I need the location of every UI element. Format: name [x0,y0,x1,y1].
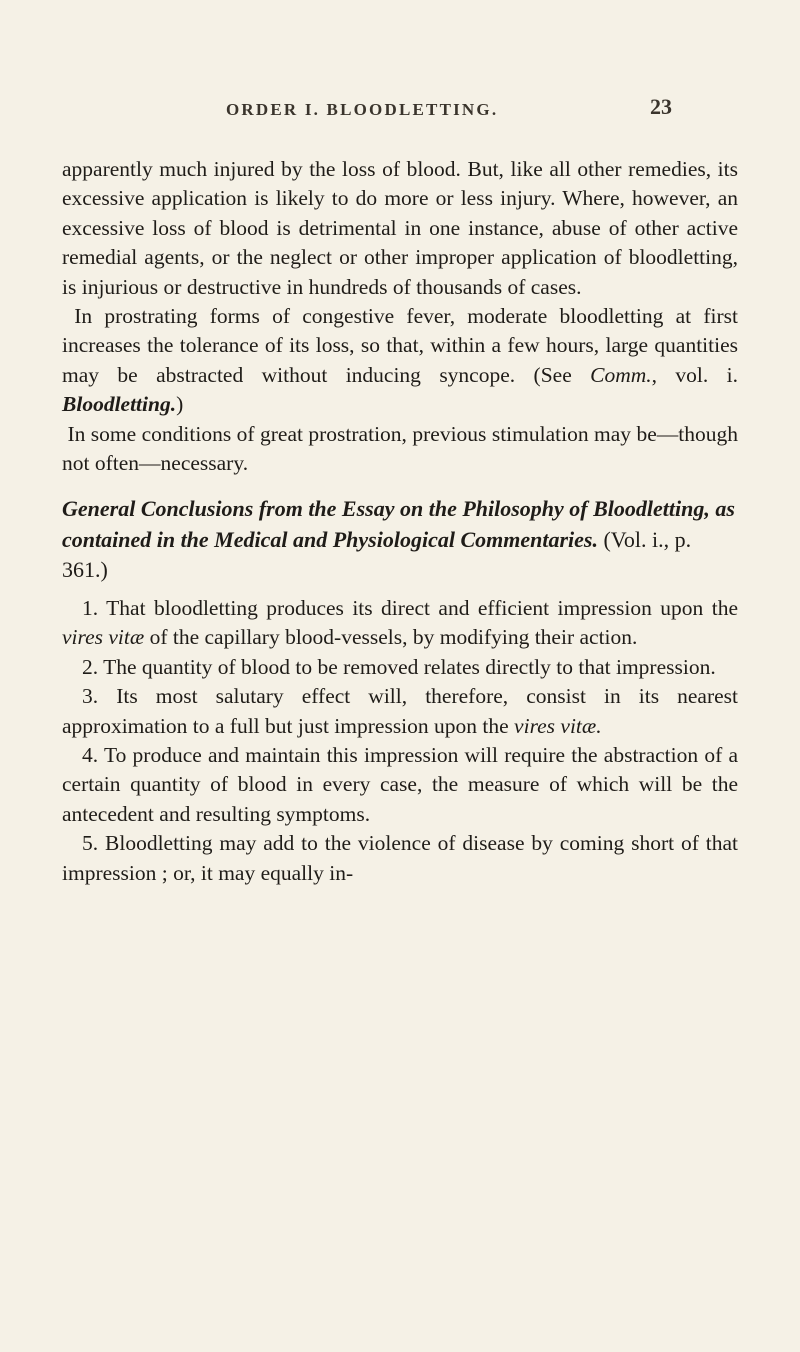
paragraph-2-italic-bloodletting: Bloodletting. [62,392,177,417]
body-text [62,155,738,888]
item-number: 5. [82,831,99,856]
item-italic: vires vitæ [62,625,145,650]
section-heading-title: General Conclusions from the Essay on the Philosophy of Bloodletting, as contained in the Medical and Physiological Commentaries. [62,496,735,552]
numbered-item-4 [62,741,738,829]
paragraph-2-text-c: ) [176,392,184,417]
item-text: Its most salutary effect will, therefore, consist in its nearest approximation to a full but just impression upon the [62,684,739,738]
numbered-item-3 [62,682,738,741]
numbered-item-1 [62,594,738,653]
paragraph-3 [62,420,738,479]
paragraph-2-text-b: , vol. i. [651,362,738,387]
paragraph-2-text: In prostrating forms of congestive fever, moderate bloodletting at first increases the tolerance of its loss, so that, within a few hours, large quantities may be abstracted without inducing syncope. (See [62,304,738,387]
item-number: 1. [82,595,99,620]
item-text: That bloodletting produces its direct and efficient impression upon the [106,595,738,620]
numbered-item-5 [62,829,738,888]
item-text: Bloodletting may add to the violence of disease by coming short of that impression ; or, it may equally in- [62,831,738,885]
running-title: ORDER I. BLOODLETTING. [226,100,499,119]
paragraph-1: apparently much injured by the loss of blood. But, like all other remedies, its excessive application is likely to do more or less injury. Where, however, an excessive loss of blood is detrimental in one instance, abuse of other active remedial agents, or the neglect or other improper application of bloodletting, is injurious or destructive in hundreds of thousands of cases. [62,157,738,299]
paragraph-2 [62,302,738,420]
item-text-b: of the capillary blood-vessels, by modifying their action. [144,625,638,650]
paragraph-3-text: In some conditions of great prostration, previous stimulation may be—though not often—necessary. [62,421,739,476]
item-number: 4. [82,743,99,767]
item-italic: vires vitæ. [514,713,602,738]
paragraph-2-italic-comm: Comm. [590,362,652,387]
page-number: 23 [650,94,672,119]
item-text: The quantity of blood to be removed relates directly to that impression. [103,654,716,679]
numbered-item-2 [62,653,738,682]
item-number: 2. [82,654,99,679]
item-text: To produce and maintain this impression will require the abstraction of a certain quantity of blood in every case, the measure of which will be the antecedent and resulting symptoms. [62,743,738,826]
section-reference: (Vol. i., p. 361.) [62,526,692,583]
item-number: 3. [82,684,99,709]
section-heading [62,494,738,586]
running-header [0,88,800,128]
